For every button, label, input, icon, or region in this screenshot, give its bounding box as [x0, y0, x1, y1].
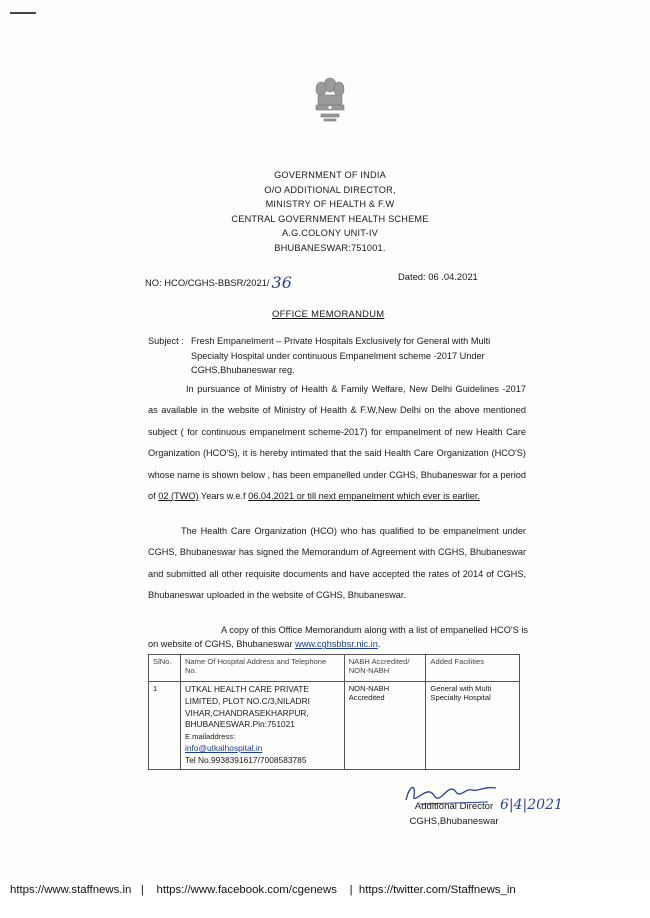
footer-link-facebook[interactable]: https://www.facebook.com/cgenews — [156, 884, 337, 896]
subject-label: Subject : — [148, 336, 184, 346]
hospital-address-line: BHUBANESWAR.Pin:751021 — [184, 719, 295, 730]
reference-text: NO: HCO/CGHS-BBSR/2021/ — [145, 277, 270, 288]
column-header: Name Of Hospital Address and Telephone No. — [180, 655, 344, 682]
column-header: Added Facilities — [426, 655, 520, 682]
memo-date: Dated: 06 .04.2021 — [398, 271, 478, 282]
facilities-cell: General with Multi Specialty Hospital — [426, 682, 520, 770]
handwritten-number: 36 — [271, 273, 292, 292]
signatory-office: CGHS,Bhubaneswar — [409, 815, 499, 827]
reference-number — [145, 271, 292, 290]
paragraph-text: . — [377, 639, 381, 650]
hospital-cell — [180, 682, 344, 770]
table-row — [149, 682, 520, 770]
column-header: SlNo. — [149, 655, 181, 682]
column-header: NABH Accredited/ NON-NABH — [344, 655, 426, 682]
national-emblem-icon — [312, 76, 348, 132]
header-line: CENTRAL GOVERNMENT HEALTH SCHEME — [231, 213, 429, 224]
paragraph-agreement: The Health Care Organization (HCO) who has qualified to be empanelment under CGHS, Bhubaneswar has signed the Memorandum of Agreement with CGHS, Bhubaneswar and submitted all other requisite documents and have accepted the rates of 2014 of CGHS, Bhubaneswar uploaded in the website of CGHS, Bhubaneswar. — [148, 526, 526, 601]
signature-date: 6|4|2021 — [500, 797, 563, 813]
header-line: O/O ADDITIONAL DIRECTOR, — [264, 184, 396, 195]
paragraph-website — [148, 623, 528, 651]
signatory-title: Additional Director — [414, 801, 494, 812]
footer-separator: | — [134, 884, 154, 896]
header-line: A.G.COLONY UNIT-IV — [282, 228, 378, 239]
hospital-address-line: LIMITED, PLOT NO.C/3,NILADRI — [184, 695, 310, 706]
signatory-block — [404, 800, 504, 829]
hospital-address-line: UTKAL HEALTH CARE PRIVATE — [184, 684, 309, 694]
footer-link-staffnews[interactable]: https://www.staffnews.in — [10, 884, 132, 896]
email-label: E.mailaddress: — [184, 732, 236, 742]
effective-date-text: 06.04.2021 or till next empanelment which ever is earlier. — [248, 491, 480, 502]
header-line: BHUBANESWAR:751001. — [274, 242, 386, 253]
nabh-cell: NON-NABH Accredited — [344, 682, 426, 770]
hospital-address-line: VIHAR,CHANDRASEKHARPUR, — [184, 707, 309, 718]
memo-title: OFFICE MEMORANDUM — [272, 308, 385, 319]
paragraph-text: In pursuance of Ministry of Health & Family Welfare, New Delhi Guidelines -2017 as available in the website of Ministry of Health & F.W,New Delhi on the above mentioned subject ( for continuous empanelment scheme-2017) for empanelment of new Health Care Organization (HCO'S), it is hereby intimated that the said Health Care Organization (HCO'S) whose name is shown below , has been empanelled under CGHS, Bhubaneswar for a period of — [148, 384, 526, 502]
subject-block — [148, 334, 528, 378]
header-line: MINISTRY OF HEALTH & F.W — [265, 199, 395, 210]
email-link[interactable]: info@utkalhospital.in — [184, 742, 263, 753]
table-header-row — [149, 655, 520, 682]
footer-links — [10, 884, 516, 896]
telephone-text: Tel No.9938391617/7008583785 — [184, 754, 307, 765]
paragraph-text: Years w.e.f — [198, 491, 249, 502]
subject-text: Fresh Empanelment – Private Hospitals Exclusively for General with Multi Specialty Hospital under continuous Empanelment scheme -2017 Under CGHS,Bhubaneswar reg. — [191, 336, 491, 375]
period-text: 02 (TWO) — [158, 491, 199, 502]
office-header — [200, 168, 460, 256]
footer-separator: | — [340, 884, 356, 896]
scan-mark — [10, 12, 36, 14]
header-line: GOVERNMENT OF INDIA — [274, 170, 386, 180]
website-link[interactable]: www.cghsbbsr.nic.in — [295, 639, 378, 650]
hospital-table — [148, 654, 520, 770]
sl-no-cell: 1 — [149, 682, 181, 770]
paragraph-empanelment — [148, 379, 526, 507]
paragraph-text: A copy of this Office Memorandum along with a list of empanelled HCO'S is on website of CGHS, Bhubaneswar — [148, 625, 528, 650]
footer-link-twitter[interactable]: https://twitter.com/Staffnews_in — [358, 884, 516, 896]
